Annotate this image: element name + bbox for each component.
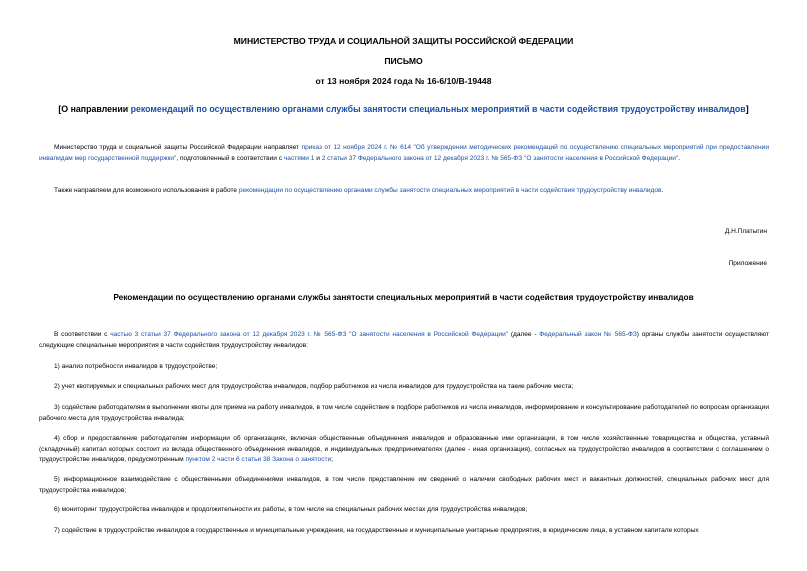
order-link[interactable]: приказ от 12 ноября 2024 г. № 614 "Об утверждении методических рекомендаций по осуществлению специальных мероприятий при предоставлении инвалидам мер государственной поддержки" — [39, 144, 769, 162]
appendix-label: Приложение — [728, 260, 767, 267]
signature: Д.Н.Платыгин — [724, 228, 767, 235]
p1-text-1: Министерство труда и социальной защиты Российской Федерации направляет — [54, 144, 302, 151]
list-item-3: 3) содействие работодателям в выполнении квоты для приема на работу инвалидов, в том числе содействие в подборе работников из числа инвалидов, информирование и консультирование работодателей по вопросам организации рабочего места для трудоустройства инвалида; — [39, 404, 769, 422]
law-565-link[interactable]: 2 статьи 37 Федерального закона от 12 декабря 2023 г. № 565-ФЗ "О занятости населения в Российской Федерации" — [321, 154, 679, 162]
subject-open: [О направлении — [58, 104, 131, 114]
article-37-link[interactable]: частью 3 статьи 37 Федерального закона от 12 декабря 2023 г. № 565-ФЗ "О занятости населения в Российской Федерации" — [110, 331, 509, 338]
document-date-number: от 13 ноября 2024 года № 16-6/10/В-19448 — [315, 76, 492, 86]
intro-text-3: ) органы службы занятости осуществляют следующие специальные мероприятия в части содействия трудоустройству инвалидов: — [39, 331, 770, 349]
subject-close: ] — [745, 104, 749, 114]
list-item-1: 1) анализ потребности инвалидов в трудоустройстве; — [54, 363, 218, 370]
p2-text-1: Также направляем для возможного использования в работе — [54, 187, 239, 194]
list-item-4 — [39, 434, 769, 466]
subject-link[interactable]: рекомендаций по осуществлению органами службы занятости специальных мероприятий в части содействия трудоустройству инвалидов — [130, 104, 746, 114]
paragraph-1 — [39, 143, 769, 164]
item4-text-1: 4) сбор и предоставление работодателям информации об организациях, включая общественные объединения инвалидов и образованные ими организации, в том числе хозяйственные товарищества и общества, уставный (складочный) капитал которых состоит из вклада общественного объединения инвалидов, и индивидуальных предпринимателях (далее - иная организация), согласных на трудоустройство инвалидов в соответствии с соглашением о трудоустройстве инвалидов, предусмотренным — [39, 435, 769, 463]
p1-text-3: и — [314, 154, 322, 162]
paragraph-2 — [39, 186, 769, 197]
p1-text-4: . — [678, 154, 681, 162]
list-item-6: 6) мониторинг трудоустройства инвалидов и продолжительности их работы, в том числе на специальных рабочих местах для трудоустройства инвалидов; — [54, 506, 528, 513]
intro-text-2: (далее - — [508, 331, 540, 338]
p2-text-2: . — [661, 187, 664, 194]
recommendations-title: Рекомендации по осуществлению органами службы занятости специальных мероприятий в части содействия трудоустройству инвалидов — [113, 292, 694, 302]
document-subject — [0, 104, 807, 114]
recommendations-intro — [39, 330, 769, 351]
list-item-2: 2) учет квотируемых и специальных рабочих мест для трудоустройства инвалидов, подбор работников из числа инвалидов для трудоустройства на такие рабочие места; — [54, 383, 574, 390]
document-type: ПИСЬМО — [384, 56, 423, 66]
ministry-heading: МИНИСТЕРСТВО ТРУДА И СОЦИАЛЬНОЙ ЗАЩИТЫ РОССИЙСКОЙ ФЕДЕРАЦИИ — [233, 36, 574, 46]
list-item-7: 7) содействие в трудоустройстве инвалидов в государственные и муниципальные учреждения, на государственные и муниципальные унитарные предприятия, в юридические лица, в уставном капитале которых — [54, 527, 699, 534]
intro-text-1: В соответствии с — [54, 331, 111, 338]
p1-text-2: , подготовленный в соответствии с — [176, 154, 284, 162]
list-item-5: 5) информационное взаимодействие с общественными объединениями инвалидов, в том числе представление им сведений о наличии свободных рабочих мест и вакантных должностей, специальных рабочих мест для трудоустройства инвалидов; — [39, 476, 769, 494]
recommendations-link[interactable]: рекомендации по осуществлению органами службы занятости специальных мероприятий в части содействия трудоустройству инвалидов — [238, 187, 662, 194]
article-38-link[interactable]: пунктом 2 части 6 статьи 38 Закона о занятости — [185, 456, 332, 463]
parts-1-link[interactable]: частями 1 — [283, 154, 315, 162]
federal-law-link[interactable]: Федеральный закон № 565-ФЗ — [539, 331, 637, 338]
item4-text-2: ; — [331, 456, 333, 463]
